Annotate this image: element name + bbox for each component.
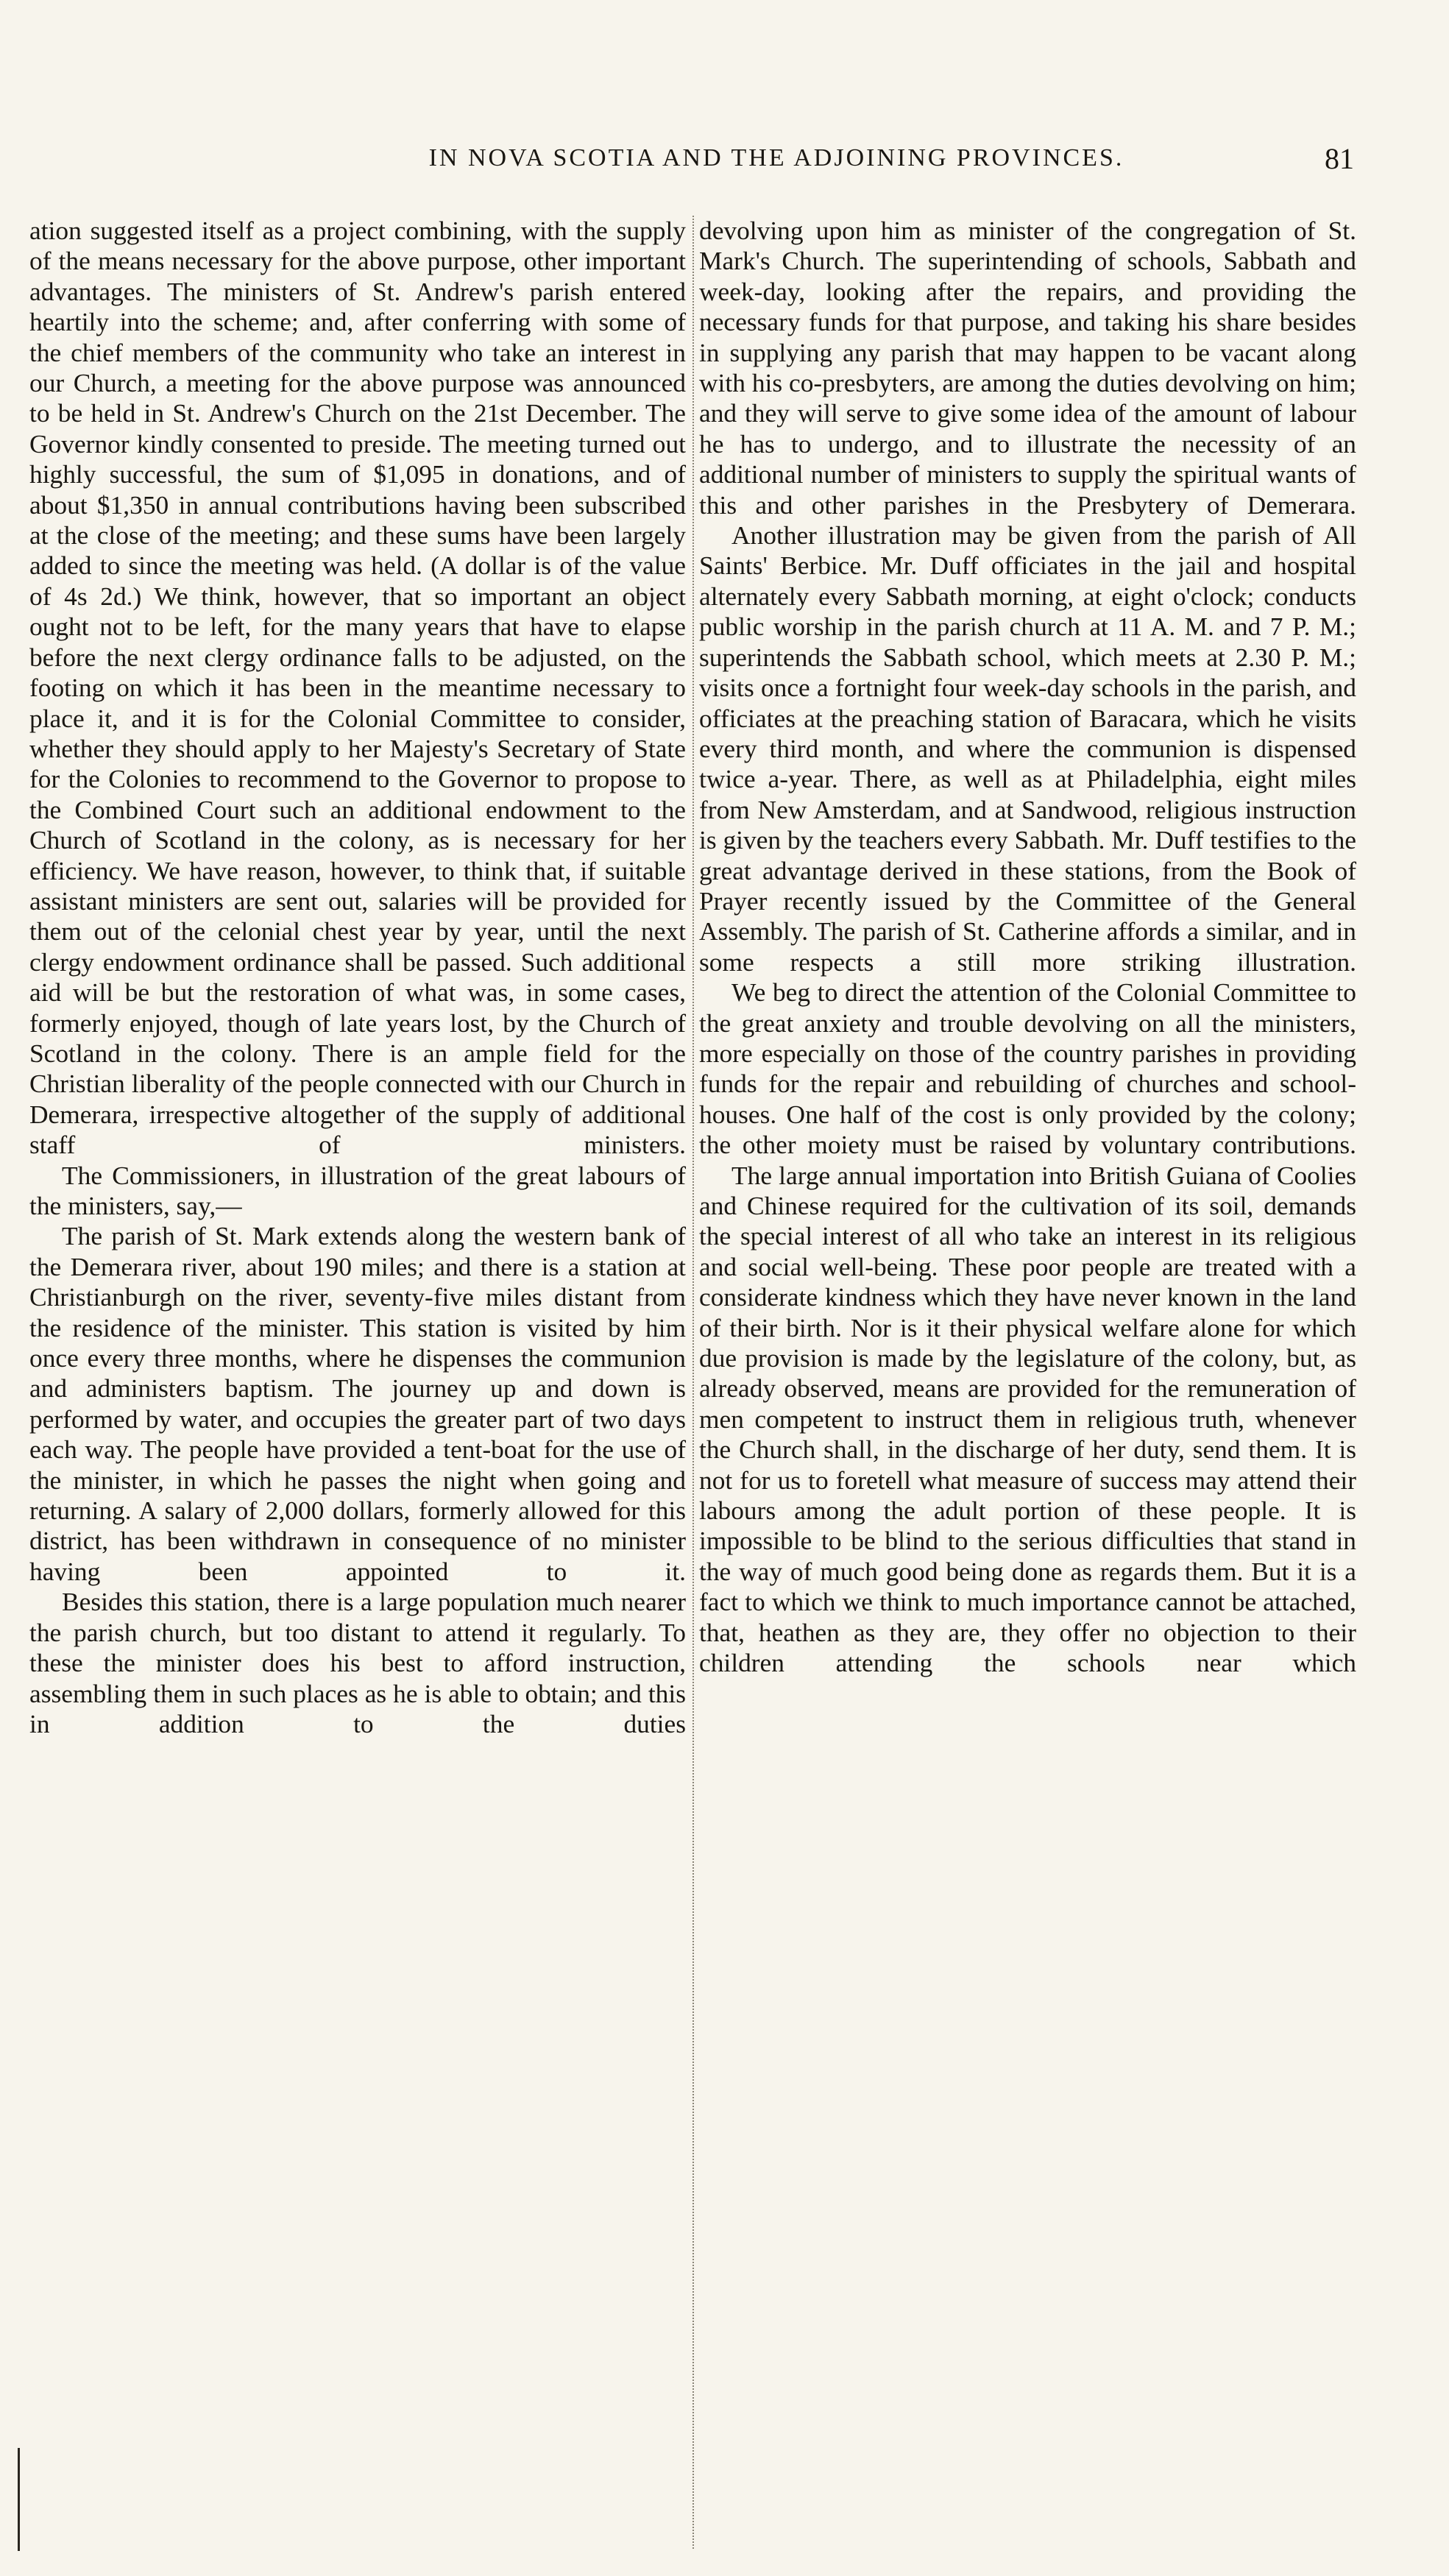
paragraph: Besides this station, there is a large population much nearer the parish church, but too distant to attend it regularly. To these the minister does his best to afford instruction, assembling them in such places as he is able to obtain; and this in addition to the duties	[29, 1587, 686, 1738]
page-number: 81	[1325, 142, 1354, 175]
paragraph: Another illustration may be given from the parish of All Saints' Berbice. Mr. Duff officiates in the jail and hospital alternately every Sabbath morning, at eight o'clock; conducts public worship in the parish church at 11 A. M. and 7 P. M.; superintends the Sabbath school, which meets at 2.30 P. M.; visits once a fortnight four week-day schools in the parish, and officiates at the preaching station of Baracara, which he visits every third month, and where the communion is dispensed twice a-year. There, as well as at Philadelphia, eight miles from New Amsterdam, and at Sandwood, religious instruction is given by the teachers every Sabbath. Mr. Duff testifies to the great advantage derived in these stations, from the Book of Prayer recently issued by the Committee of the General Assembly. The parish of St. Catherine affords a similar, and in some respects a still more striking illustration.	[699, 520, 1356, 977]
page-header	[0, 144, 1449, 188]
right-column	[699, 216, 1356, 1679]
paragraph: devolving upon him as minister of the congregation of St. Mark's Church. The superintending of schools, Sabbath and week-day, looking after the repairs, and providing the necessary funds for that purpose, and taking his share besides in supplying any parish that may happen to be vacant along with his co-presbyters, are among the duties devolving on him; and they will serve to give some idea of the amount of labour he has to undergo, and to illustrate the necessity of an additional number of ministers to supply the spiritual wants of this and other parishes in the Presbytery of Demerara.	[699, 216, 1356, 520]
paragraph: The Commissioners, in illustration of the great labours of the ministers, say,—	[29, 1160, 686, 1220]
column-divider	[692, 216, 694, 2549]
paragraph: The parish of St. Mark extends along the western bank of the Demerara river, about 190 miles; and there is a station at Christianburgh on the river, seventy-five miles distant from the residence of the minister. This station is visited by him once every three months, where he dispenses the communion and administers baptism. The journey up and down is performed by water, and occupies the greater part of two days each way. The people have provided a tent-boat for the use of the minister, in which he passes the night when going and returning. A salary of 2,000 dollars, formerly allowed for this district, has been withdrawn in consequence of no minister having been appointed to it.	[29, 1221, 686, 1586]
paragraph: The large annual importation into British Guiana of Coolies and Chinese required for the cultivation of its soil, demands the special interest of all who take an interest in its religious and social well-being. These poor people are treated with a considerate kindness which they have never known in the land of their birth. Nor is it their physical welfare alone for which due provision is made by the legislature of the colony, but, as already observed, means are provided for the remuneration of men competent to instruct them in religious truth, whenever the Church shall, in the discharge of her duty, send them. It is not for us to foretell what measure of success may attend their labours among the adult portion of these people. It is impossible to be blind to the serious difficulties that stand in the way of much good being done as regards them. But it is a fact to which we think to much importance cannot be attached, that, heathen as they are, they offer no objection to their children attending the schools near which	[699, 1160, 1356, 1678]
paragraph: ation suggested itself as a project combining, with the supply of the means necessary for the above purpose, other important advantages. The ministers of St. Andrew's parish entered heartily into the scheme; and, after conferring with some of the chief members of the community who take an interest in our Church, a meeting for the above purpose was announced to be held in St. Andrew's Church on the 21st December. The Governor kindly consented to preside. The meeting turned out highly successful, the sum of $1,095 in donations, and of about $1,350 in annual contributions having been subscribed at the close of the meeting; and these sums have been largely added to since the meeting was held. (A dollar is of the value of 4s 2d.) We think, however, that so important an object ought not to be left, for the many years that have to elapse before the next clergy ordinance falls to be adjusted, on the footing on which it has been in the meantime necessary to place it, and it is for the Colonial Committee to consider, whether they should apply to her Majesty's Secretary of State for the Colonies to recommend to the Governor to propose to the Combined Court such an additional endowment to the Church of Scotland in the colony, as is necessary for her efficiency. We have reason, however, to think that, if suitable assistant ministers are sent out, salaries will be provided for them out of the celonial chest year by year, until the next clergy endowment ordinance shall be passed. Such additional aid will be but the restoration of what was, in some cases, formerly enjoyed, though of late years lost, by the Church of Scotland in the colony. There is an ample field for the Christian liberality of the people connected with our Church in Demerara, irrespective altogether of the supply of additional staff of ministers.	[29, 216, 686, 1160]
running-title: IN NOVA SCOTIA AND THE ADJOINING PROVINCES.	[428, 144, 1124, 171]
margin-mark	[18, 2448, 20, 2551]
left-column	[29, 216, 686, 1739]
paragraph: We beg to direct the attention of the Colonial Committee to the great anxiety and trouble devolving on all the ministers, more especially on those of the country parishes in providing funds for the repair and rebuilding of churches and school-houses. One half of the cost is only provided by the colony; the other moiety must be raised by voluntary contributions.	[699, 977, 1356, 1160]
